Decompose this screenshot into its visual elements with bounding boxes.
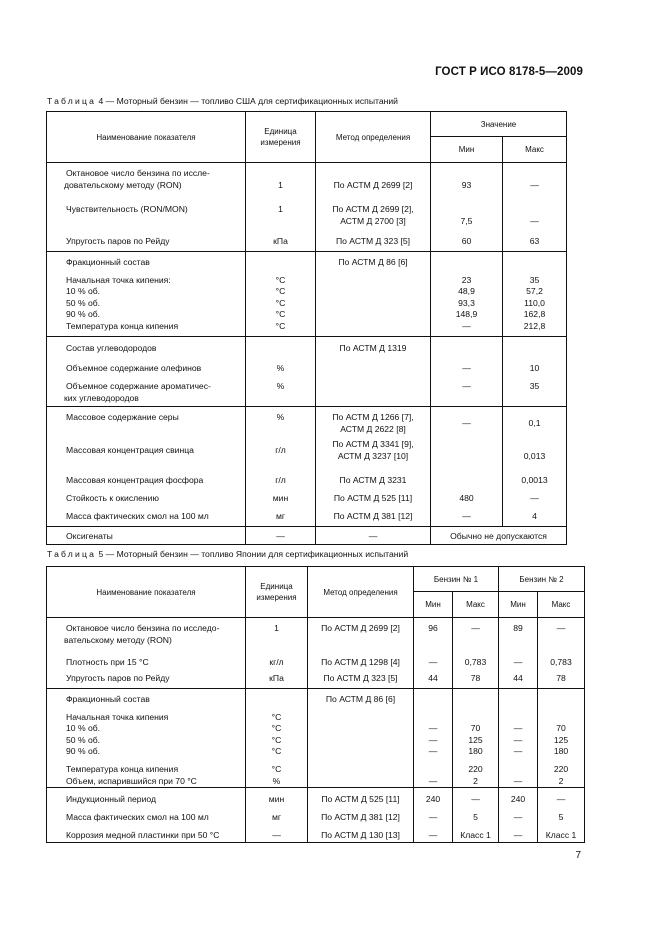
table5-row-max2: 78 (538, 669, 585, 689)
table4-row-max: 35 57,2 110,0 162,8 212,8 (503, 252, 567, 337)
table5-row-min1: 240 (414, 788, 453, 807)
table4-header-value: Значение (431, 112, 567, 137)
table5-row-unit: мг (246, 806, 308, 824)
table5-row-max2: 0,783 (538, 651, 585, 669)
table4-row-name: Массовая концентрация свинца (47, 438, 246, 469)
table-row (47, 377, 567, 407)
table5-row-max1: — (453, 618, 499, 652)
table5-header-max: Макс (453, 592, 499, 618)
table5-header-fuel1: Бензин № 1 (414, 567, 499, 592)
table4-row-max: 0,1 (503, 407, 567, 439)
table5-header-fuel2: Бензин № 2 (499, 567, 585, 592)
table5-caption (47, 549, 408, 559)
table4-row-max: — (503, 163, 567, 198)
table5-row-method: По АСТМ Д 323 [5] (308, 669, 414, 689)
table4-row-method (316, 377, 431, 407)
table-row (47, 824, 585, 842)
table5-row-min2: — (499, 651, 538, 669)
table5-row-method: По АСТМ Д 86 [6] (308, 689, 414, 788)
table5-row-unit: кПа (246, 669, 308, 689)
table4-row-min: — (431, 407, 503, 439)
table4-row-method: По АСТМ Д 2699 [2], АСТМ Д 2700 [3] (316, 197, 431, 231)
table4-row-name: Упругость паров по Рейду (47, 231, 246, 252)
table4-row-max: 10 (503, 359, 567, 377)
table-row (47, 469, 567, 487)
table5-row-min2: 89 (499, 618, 538, 652)
table4-row-method: По АСТМ Д 3231 (316, 469, 431, 487)
table4-row-min: 93 (431, 163, 503, 198)
table5-row-min2: — (499, 824, 538, 842)
table5-caption-word: Таблица (47, 549, 97, 559)
table4-row-name: Октановое число бензина по иссле- довательскому методу (RON) (47, 163, 246, 198)
table4-row-unit: — (246, 527, 316, 545)
table4-row-unit: 1 (246, 197, 316, 231)
table4-row-name: Масса фактических смол на 100 мл (47, 505, 246, 527)
table4-row-min: — (431, 359, 503, 377)
table4-row-unit: мин (246, 487, 316, 505)
table5-row-min1: — (414, 806, 453, 824)
table5-row-min2: 240 (499, 788, 538, 807)
table5-row-max1: 5 (453, 806, 499, 824)
table4-caption (47, 96, 398, 106)
table4-row-unit: 1 (246, 163, 316, 198)
table5-row-name: Октановое число бензина по исследо- вательскому методу (RON) (47, 618, 246, 652)
table4-row-min: 23 48,9 93,3 148,9 — (431, 252, 503, 337)
table5-row-min1: 96 (414, 618, 453, 652)
table-row (47, 438, 567, 469)
table4-row-max: 0,0013 (503, 469, 567, 487)
table5-row-min1: — — — — (414, 689, 453, 788)
table-row (47, 618, 585, 652)
table5-row-min1: 44 (414, 669, 453, 689)
table5-caption-text: 5 — Моторный бензин — топливо Японии для сертификационных испытаний (98, 549, 409, 559)
table4-header-method: Метод определения (316, 112, 431, 163)
table-row (47, 231, 567, 252)
table5-row-unit: мин (246, 788, 308, 807)
table4-row-unit: мг (246, 505, 316, 527)
table4-row-unit: % (246, 407, 316, 439)
table4-caption-word: Таблица (47, 96, 97, 106)
table4-row-method: По АСТМ Д 3341 [9], АСТМ Д 3237 [10] (316, 438, 431, 469)
table5-row-min2: — — — — (499, 689, 538, 788)
table4-row-name: Стойкость к окислению (47, 487, 246, 505)
table-row (47, 527, 567, 545)
table4-row-method: По АСТМ Д 86 [6] (316, 252, 431, 337)
table4-row-unit (246, 337, 316, 360)
table5-row-name: Плотность при 15 °C (47, 651, 246, 669)
table4-caption-text: 4 — Моторный бензин — топливо США для сертификационных испытаний (98, 96, 398, 106)
table5-row-unit: кг/л (246, 651, 308, 669)
table5-row-min1: — (414, 824, 453, 842)
table5-row-method: По АСТМ Д 381 [12] (308, 806, 414, 824)
table-row (47, 252, 567, 337)
table5-row-max1: 0,783 (453, 651, 499, 669)
table4-header-name: Наименование показателя (47, 112, 246, 163)
page-number: 7 (575, 850, 581, 861)
table-row (47, 407, 567, 439)
table-row (47, 337, 567, 360)
table4 (46, 111, 567, 545)
table5 (46, 566, 585, 843)
table5-row-unit: °C °C °C °C °C % (246, 689, 308, 788)
table4-row-method: По АСТМ Д 525 [11] (316, 487, 431, 505)
table5-header-max: Макс (538, 592, 585, 618)
table5-row-max1: Класс 1 (453, 824, 499, 842)
table-row (47, 806, 585, 824)
table4-row-method: По АСТМ Д 2699 [2] (316, 163, 431, 198)
table4-row-unit: г/л (246, 438, 316, 469)
table4-row-min: 60 (431, 231, 503, 252)
table4-row-name: Фракционный состав Начальная точка кипения: 10 % об. 50 % об. 90 % об. Температура конца кипения (47, 252, 246, 337)
table-row (47, 689, 585, 788)
table4-row-unit: кПа (246, 231, 316, 252)
table4-row-name: Объемное содержание ароматичес- ких углеводородов (47, 377, 246, 407)
table5-row-min1: — (414, 651, 453, 669)
table4-row-min: 480 (431, 487, 503, 505)
table4-row-unit: % (246, 377, 316, 407)
table4-row-method: По АСТМ Д 381 [12] (316, 505, 431, 527)
table5-row-name: Коррозия медной пластинки при 50 °C (47, 824, 246, 842)
table5-row-max2: 5 (538, 806, 585, 824)
table5-row-max2: 70 125 180 220 2 (538, 689, 585, 788)
table4-header-unit: Единица измерения (246, 112, 316, 163)
table5-row-name: Индукционный период (47, 788, 246, 807)
table4-row-name: Состав углеводородов (47, 337, 246, 360)
table5-row-name: Масса фактических смол на 100 мл (47, 806, 246, 824)
table4-row-max: 35 (503, 377, 567, 407)
table4-row-name: Оксигенаты (47, 527, 246, 545)
table4-row-name: Массовое содержание серы (47, 407, 246, 439)
table4-row-value-merged: Обычно не допускаются (431, 527, 567, 545)
table4-row-name: Объемное содержание олефинов (47, 359, 246, 377)
table-row (47, 163, 567, 198)
table4-row-min (431, 438, 503, 469)
table4-row-max (503, 337, 567, 360)
table-row (47, 669, 585, 689)
table4-row-method: По АСТМ Д 1266 [7], АСТМ Д 2622 [8] (316, 407, 431, 439)
table4-row-method: По АСТМ Д 323 [5] (316, 231, 431, 252)
document-header: ГОСТ Р ИСО 8178-5—2009 (435, 66, 583, 78)
table5-row-method: По АСТМ Д 2699 [2] (308, 618, 414, 652)
table-row (47, 505, 567, 527)
table5-row-method: По АСТМ Д 1298 [4] (308, 651, 414, 669)
table4-header-max: Макс (503, 137, 567, 163)
table4-row-max: 63 (503, 231, 567, 252)
table-row (47, 359, 567, 377)
table5-row-name: Фракционный состав Начальная точка кипения 10 % об. 50 % об. 90 % об. Температура конца кипения Объем, испарившийся при 70 °C (47, 689, 246, 788)
table5-row-name: Упругость паров по Рейду (47, 669, 246, 689)
table4-header-min: Мин (431, 137, 503, 163)
table4-row-method: По АСТМ Д 1319 (316, 337, 431, 360)
table5-row-min2: 44 (499, 669, 538, 689)
table4-row-method: — (316, 527, 431, 545)
table5-row-min2: — (499, 806, 538, 824)
table4-row-max: — (503, 197, 567, 231)
table5-row-unit: 1 (246, 618, 308, 652)
table4-row-min (431, 337, 503, 360)
table5-row-max1: 70 125 180 220 2 (453, 689, 499, 788)
table-row (47, 651, 585, 669)
table4-row-unit: °C °C °C °C °C (246, 252, 316, 337)
table5-row-method: По АСТМ Д 130 [13] (308, 824, 414, 842)
table4-row-name: Массовая концентрация фосфора (47, 469, 246, 487)
table4-row-min: 7,5 (431, 197, 503, 231)
table5-row-max2: — (538, 788, 585, 807)
table5-row-max2: — (538, 618, 585, 652)
table5-row-method: По АСТМ Д 525 [11] (308, 788, 414, 807)
table4-row-method (316, 359, 431, 377)
table5-row-unit: — (246, 824, 308, 842)
table5-header-min: Мин (499, 592, 538, 618)
table5-row-max2: Класс 1 (538, 824, 585, 842)
table5-header-name: Наименование показателя (47, 567, 246, 618)
table4-row-unit: % (246, 359, 316, 377)
table4-row-max: 0,013 (503, 438, 567, 469)
table4-row-max: — (503, 487, 567, 505)
table4-row-min: — (431, 377, 503, 407)
table4-row-min (431, 469, 503, 487)
table-row (47, 487, 567, 505)
table-row (47, 788, 585, 807)
table4-row-unit: г/л (246, 469, 316, 487)
table4-row-max: 4 (503, 505, 567, 527)
table4-row-name: Чувствительность (RON/MON) (47, 197, 246, 231)
table5-header-unit: Единица измерения (246, 567, 308, 618)
table5-row-max1: — (453, 788, 499, 807)
table5-header-min: Мин (414, 592, 453, 618)
table4-row-min: — (431, 505, 503, 527)
table5-header-method: Метод определения (308, 567, 414, 618)
table-row (47, 197, 567, 231)
table5-row-max1: 78 (453, 669, 499, 689)
